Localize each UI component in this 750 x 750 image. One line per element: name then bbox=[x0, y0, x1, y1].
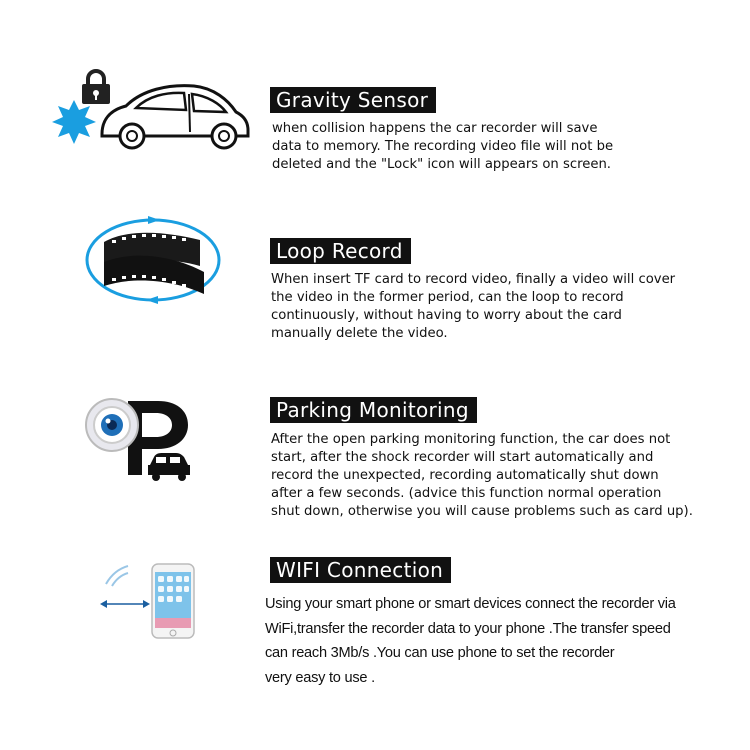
feature-description: When insert TF card to record video, finally a video will cover the video in the former period, can the loop to record continuously, without having to worry about the card manually delete the video. bbox=[271, 272, 676, 341]
parking-camera-icon bbox=[80, 395, 200, 485]
film-loop-icon bbox=[78, 210, 228, 310]
feature-description: After the open parking monitoring function, the car does not start, after the shock recorder will start automatically and record the unexpected, recording automatically shut down after a few seconds. (advice this function normal operation shut down, otherwise you will cause problems such as card up). bbox=[271, 432, 693, 519]
feature-description: when collision happens the car recorder will save data to memory. The recording video file will not be deleted and the "Lock" icon will appears on screen. bbox=[272, 121, 614, 172]
feature-title: Gravity Sensor bbox=[270, 87, 436, 113]
feature-title: Loop Record bbox=[270, 238, 411, 264]
car-lock-collision-icon bbox=[44, 66, 254, 156]
feature-description: Using your smart phone or smart devices connect the recorder via WiFi,transfer the recorder data to your phone .The transfer speed can reach 3Mb/s .You can use phone to set the recorder very easy to use . bbox=[265, 596, 676, 686]
phone-wifi-icon bbox=[98, 560, 208, 640]
feature-title: WIFI Connection bbox=[270, 557, 451, 583]
feature-title: Parking Monitoring bbox=[270, 397, 477, 423]
